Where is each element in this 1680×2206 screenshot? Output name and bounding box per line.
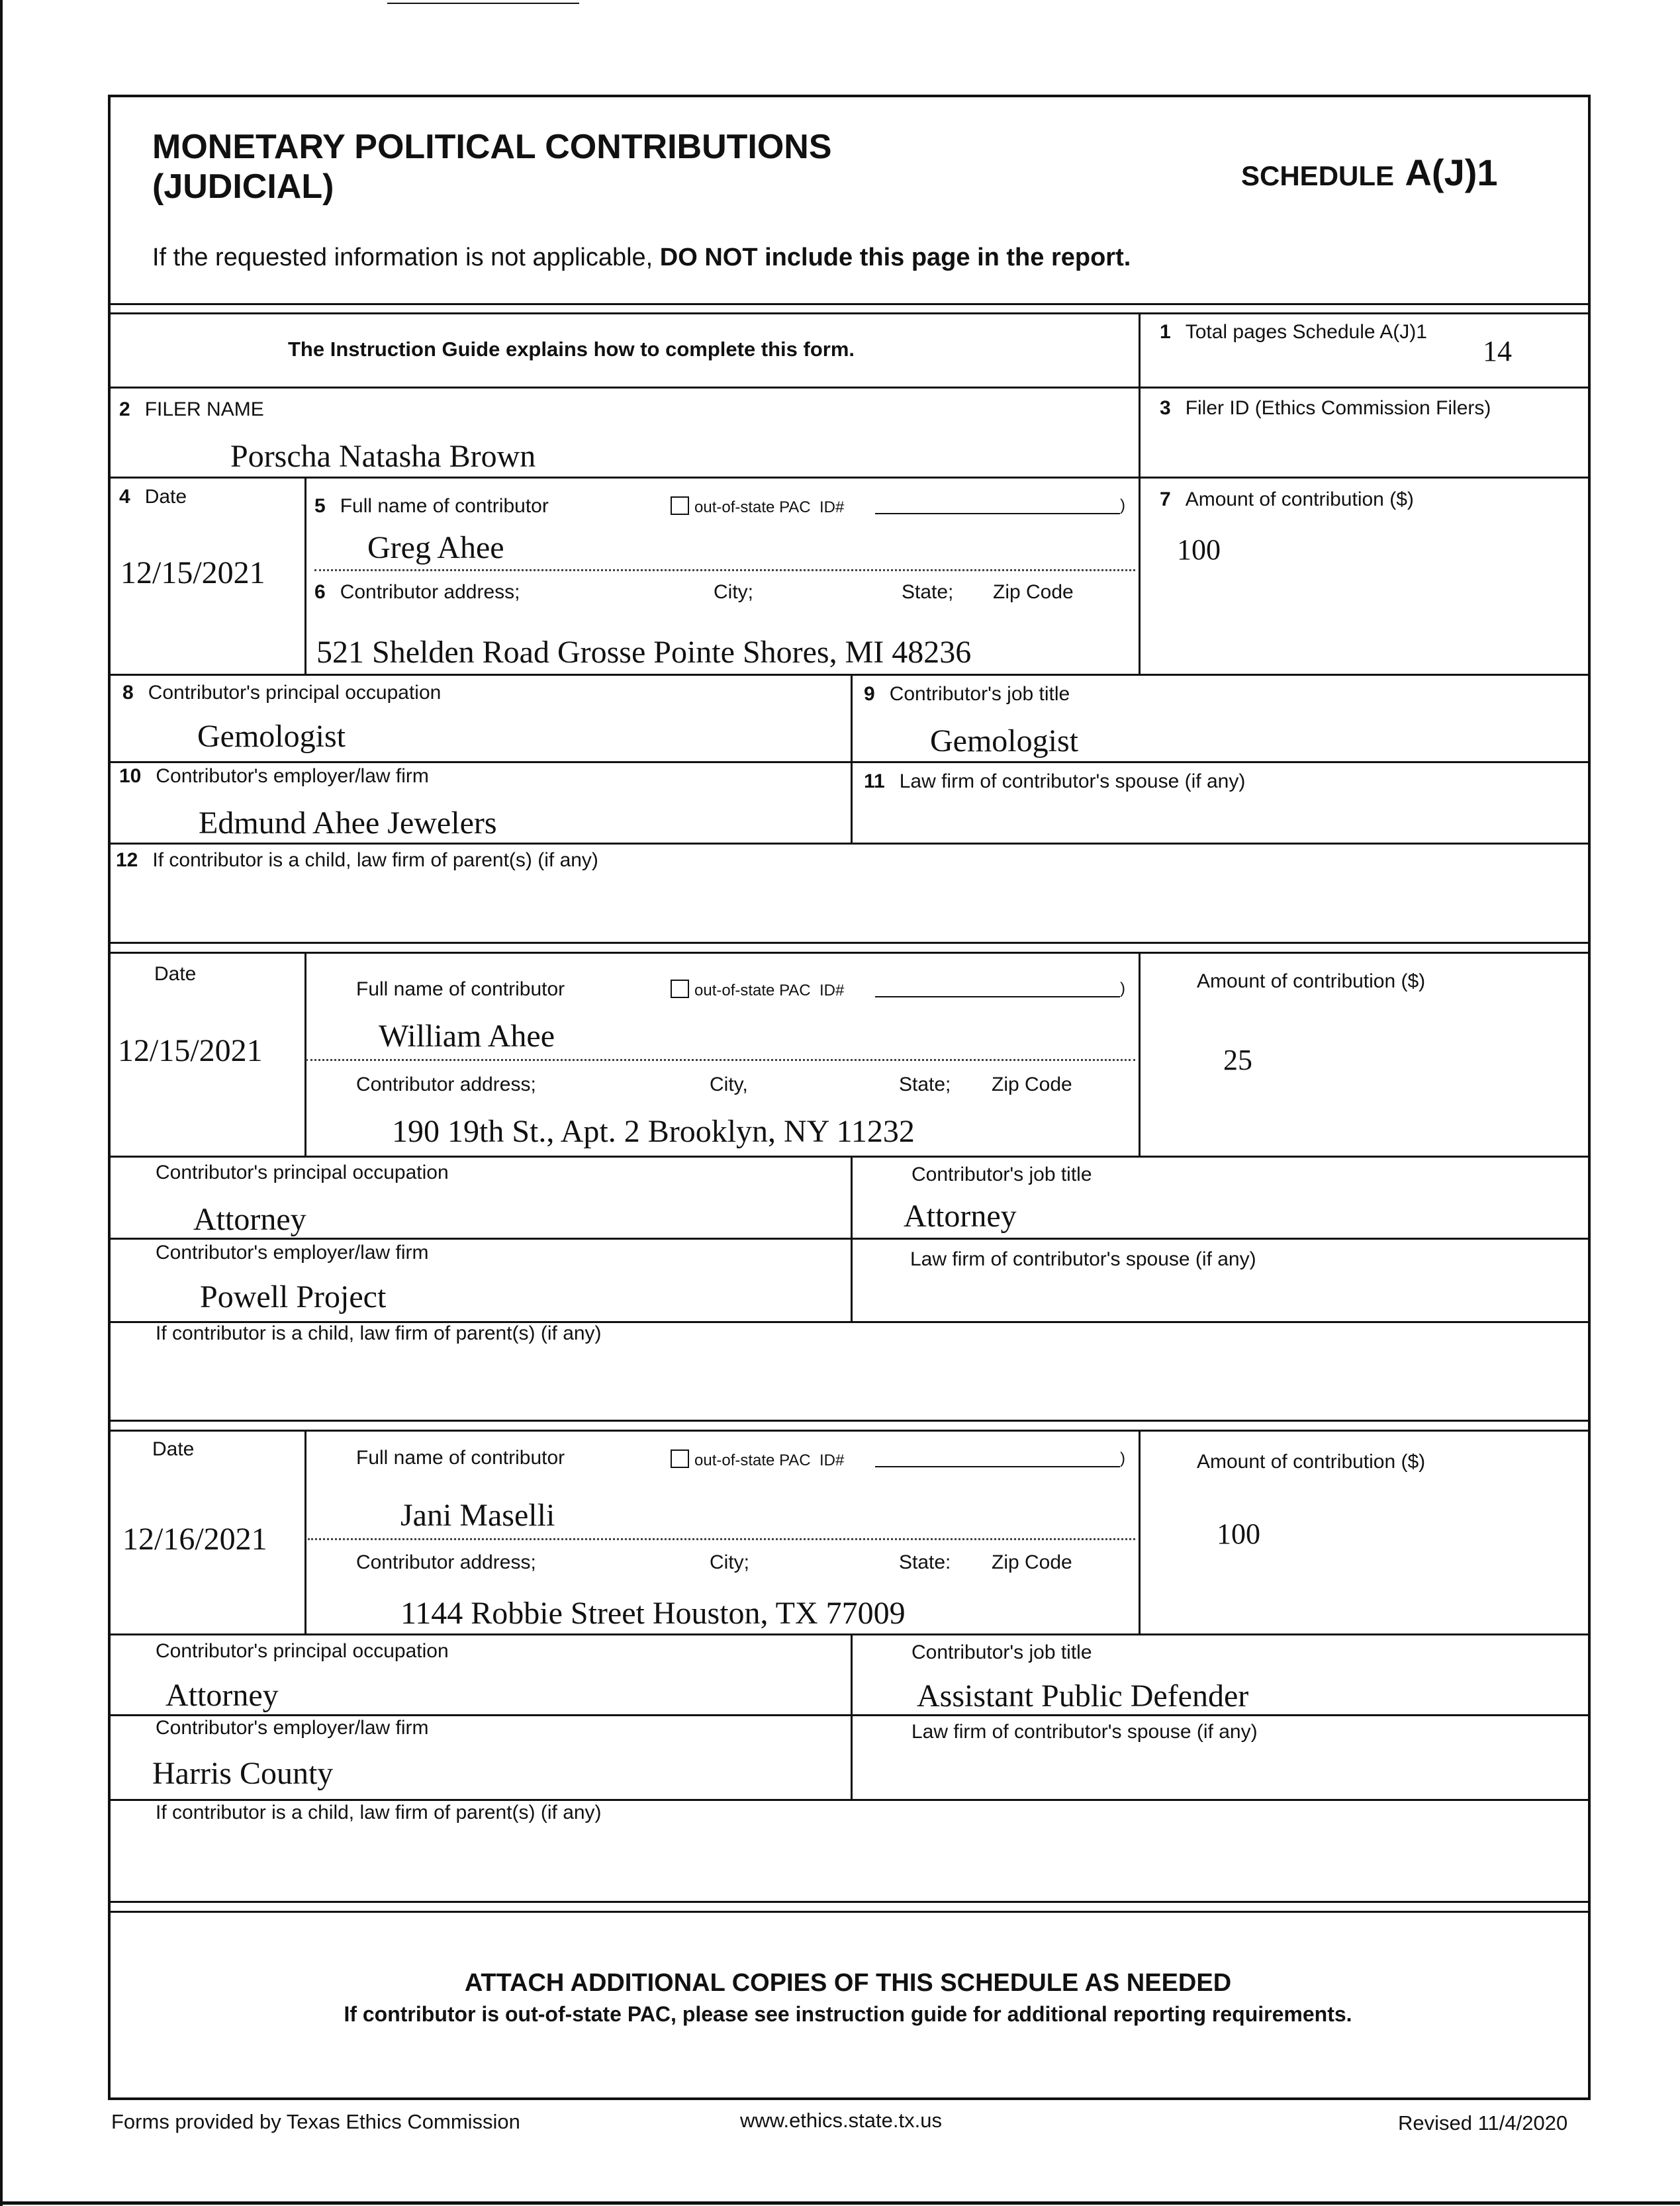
job-title-label: Contributor's job title: [911, 1641, 1092, 1663]
scan-edge-bottom: [0, 2201, 1680, 2205]
scan-mark: [387, 3, 579, 4]
form-title: [152, 127, 832, 207]
schedule-code: A(J)1: [1405, 152, 1498, 193]
amount-label: Amount of contribution ($): [1197, 970, 1426, 992]
vrule: [1139, 952, 1141, 1156]
occupation-label: 8 Contributor's principal occupation: [122, 682, 442, 704]
rule: [108, 1238, 1588, 1240]
city-label: City,: [710, 1074, 748, 1095]
out-of-state-pac: out-of-state PAC ID#: [671, 980, 844, 1000]
contribution-3-occupation: Attorney: [165, 1678, 279, 1713]
rule: [108, 1799, 1588, 1801]
pac-close: ): [1120, 496, 1125, 514]
employer-label: 10 Contributor's employer/law firm: [119, 765, 429, 787]
spouse-firm-label: Law firm of contributor's spouse (if any): [911, 1721, 1258, 1743]
name-dotted-line: [308, 1538, 1135, 1540]
contribution-1-amount: 100: [1177, 533, 1221, 566]
total-pages-value: 14: [1483, 335, 1512, 367]
child-firm-label: If contributor is a child, law firm of parent(s) (if any): [156, 1802, 602, 1823]
job-title-label: Contributor's job title: [911, 1164, 1092, 1185]
state-label: State;: [902, 581, 954, 603]
instruction-text: The Instruction Guide explains how to complete this form.: [288, 338, 855, 361]
contribution-1-employer: Edmund Ahee Jewelers: [199, 805, 497, 841]
contribution-2-occupation: Attorney: [193, 1202, 306, 1237]
pac-checkbox[interactable]: [671, 1449, 689, 1468]
contribution-2-date: 12/15/2021: [118, 1033, 263, 1068]
vrule: [851, 1633, 853, 1799]
pac-close: ): [1120, 980, 1125, 997]
job-title-label: 9 Contributor's job title: [864, 683, 1070, 705]
contribution-3-date: 12/16/2021: [122, 1522, 267, 1557]
name-dotted-line: [314, 569, 1135, 571]
address-label: Contributor address;: [356, 1551, 536, 1573]
footer-website[interactable]: www.ethics.state.tx.us: [740, 2109, 942, 2132]
rule: [108, 674, 1588, 676]
city-label: City;: [710, 1551, 749, 1573]
contribution-3-name: Jani Maselli: [400, 1498, 555, 1533]
contribution-2-name: William Ahee: [379, 1019, 555, 1054]
vrule: [1139, 1430, 1141, 1633]
contribution-1-job-title: Gemologist: [930, 723, 1078, 758]
attach-notice: ATTACH ADDITIONAL COPIES OF THIS SCHEDULE AS NEEDED: [464, 1969, 1232, 1997]
contribution-1-address: 521 Shelden Road Grosse Pointe Shores, MI 48236: [316, 635, 972, 670]
contribution-1-date: 12/15/2021: [120, 555, 265, 590]
note-prefix: If the requested information is not applicable,: [152, 244, 653, 271]
vrule: [851, 674, 853, 843]
rule: [108, 387, 1588, 389]
zip-label: Zip Code: [992, 1551, 1072, 1573]
vrule: [1139, 312, 1141, 478]
address-label: Contributor address;: [356, 1074, 536, 1095]
pac-id-line[interactable]: [875, 1466, 1120, 1467]
employer-label: Contributor's employer/law firm: [156, 1717, 429, 1739]
total-pages-label: 1 Total pages Schedule A(J)1: [1160, 321, 1427, 343]
rule: [108, 477, 1588, 479]
rule: [108, 843, 1588, 845]
rule: [108, 1633, 1588, 1635]
contribution-1-name: Greg Ahee: [367, 530, 504, 565]
date-label: Date: [152, 1438, 195, 1460]
pac-id-line[interactable]: [875, 996, 1120, 997]
rule: [108, 312, 1588, 314]
contribution-2-employer: Powell Project: [200, 1279, 387, 1314]
city-label: City;: [714, 581, 753, 603]
state-label: State;: [899, 1074, 951, 1095]
full-name-label: Full name of contributor: [356, 1447, 565, 1469]
contribution-2-address: 190 19th St., Apt. 2 Brooklyn, NY 11232: [392, 1114, 915, 1149]
scan-edge-left: [0, 0, 3, 2206]
footer-revised: Revised 11/4/2020: [1398, 2111, 1568, 2135]
child-firm-label: If contributor is a child, law firm of parent(s) (if any): [156, 1322, 602, 1344]
schedule-heading: [1241, 151, 1498, 194]
contribution-2-amount: 25: [1223, 1044, 1252, 1076]
rule: [108, 1430, 1588, 1432]
rule: [108, 1420, 1588, 1422]
pac-close: ): [1120, 1449, 1125, 1467]
amount-label: Amount of contribution ($): [1197, 1451, 1426, 1473]
occupation-label: Contributor's principal occupation: [156, 1162, 449, 1183]
employer-label: Contributor's employer/law firm: [156, 1242, 429, 1264]
rule: [108, 303, 1588, 305]
out-of-state-pac: out-of-state PAC ID#: [671, 496, 844, 517]
date-label: 4 Date: [119, 486, 187, 508]
zip-label: Zip Code: [993, 581, 1074, 603]
filer-name-value: Porscha Natasha Brown: [230, 439, 536, 474]
amount-label: 7 Amount of contribution ($): [1160, 488, 1414, 510]
rule: [108, 952, 1588, 954]
out-of-state-pac: out-of-state PAC ID#: [671, 1449, 844, 1470]
not-applicable-note: [152, 244, 1131, 272]
filer-name-label: 2 FILER NAME: [119, 398, 264, 420]
date-label: Date: [154, 963, 197, 985]
address-label: 6 Contributor address;: [314, 581, 520, 603]
schedule-word: SCHEDULE: [1241, 160, 1395, 191]
occupation-label: Contributor's principal occupation: [156, 1640, 449, 1662]
filer-id-label: 3 Filer ID (Ethics Commission Filers): [1160, 397, 1491, 419]
vrule: [1139, 477, 1141, 674]
contribution-3-amount: 100: [1217, 1518, 1260, 1550]
pac-id-line[interactable]: [875, 513, 1120, 514]
note-bold: DO NOT include this page in the report.: [659, 244, 1131, 271]
child-firm-label: 12 If contributor is a child, law firm of parent(s) (if any): [116, 849, 598, 871]
vrule: [304, 477, 306, 674]
contribution-1-occupation: Gemologist: [197, 719, 346, 754]
form-title-line2: (JUDICIAL): [152, 167, 334, 206]
form-title-line1: MONETARY POLITICAL CONTRIBUTIONS: [152, 128, 832, 166]
rule: [108, 1156, 1588, 1158]
name-dotted-line: [306, 1059, 1135, 1061]
rule: [108, 761, 1588, 763]
contribution-3-address: 1144 Robbie Street Houston, TX 77009: [400, 1596, 906, 1631]
full-name-label: 5 Full name of contributor: [314, 495, 549, 517]
footer-provided-by: Forms provided by Texas Ethics Commission: [111, 2110, 520, 2133]
contribution-3-employer: Harris County: [152, 1756, 334, 1791]
pac-checkbox[interactable]: [671, 980, 689, 998]
pac-checkbox[interactable]: [671, 496, 689, 515]
rule: [108, 1911, 1588, 1913]
spouse-firm-label: Law firm of contributor's spouse (if any): [910, 1248, 1256, 1270]
rule: [108, 1901, 1588, 1903]
full-name-label: Full name of contributor: [356, 978, 565, 1000]
rule: [108, 942, 1588, 944]
contribution-2-job-title: Attorney: [904, 1199, 1017, 1234]
vrule: [304, 952, 306, 1156]
rule: [108, 1714, 1588, 1716]
pac-notice: If contributor is out-of-state PAC, please see instruction guide for additional reporting requirements.: [344, 2002, 1352, 2026]
contribution-3-job-title: Assistant Public Defender: [917, 1678, 1249, 1714]
vrule: [304, 1430, 306, 1633]
spouse-firm-label: 11 Law firm of contributor's spouse (if any): [864, 770, 1246, 792]
zip-label: Zip Code: [992, 1074, 1072, 1095]
state-label: State:: [899, 1551, 951, 1573]
